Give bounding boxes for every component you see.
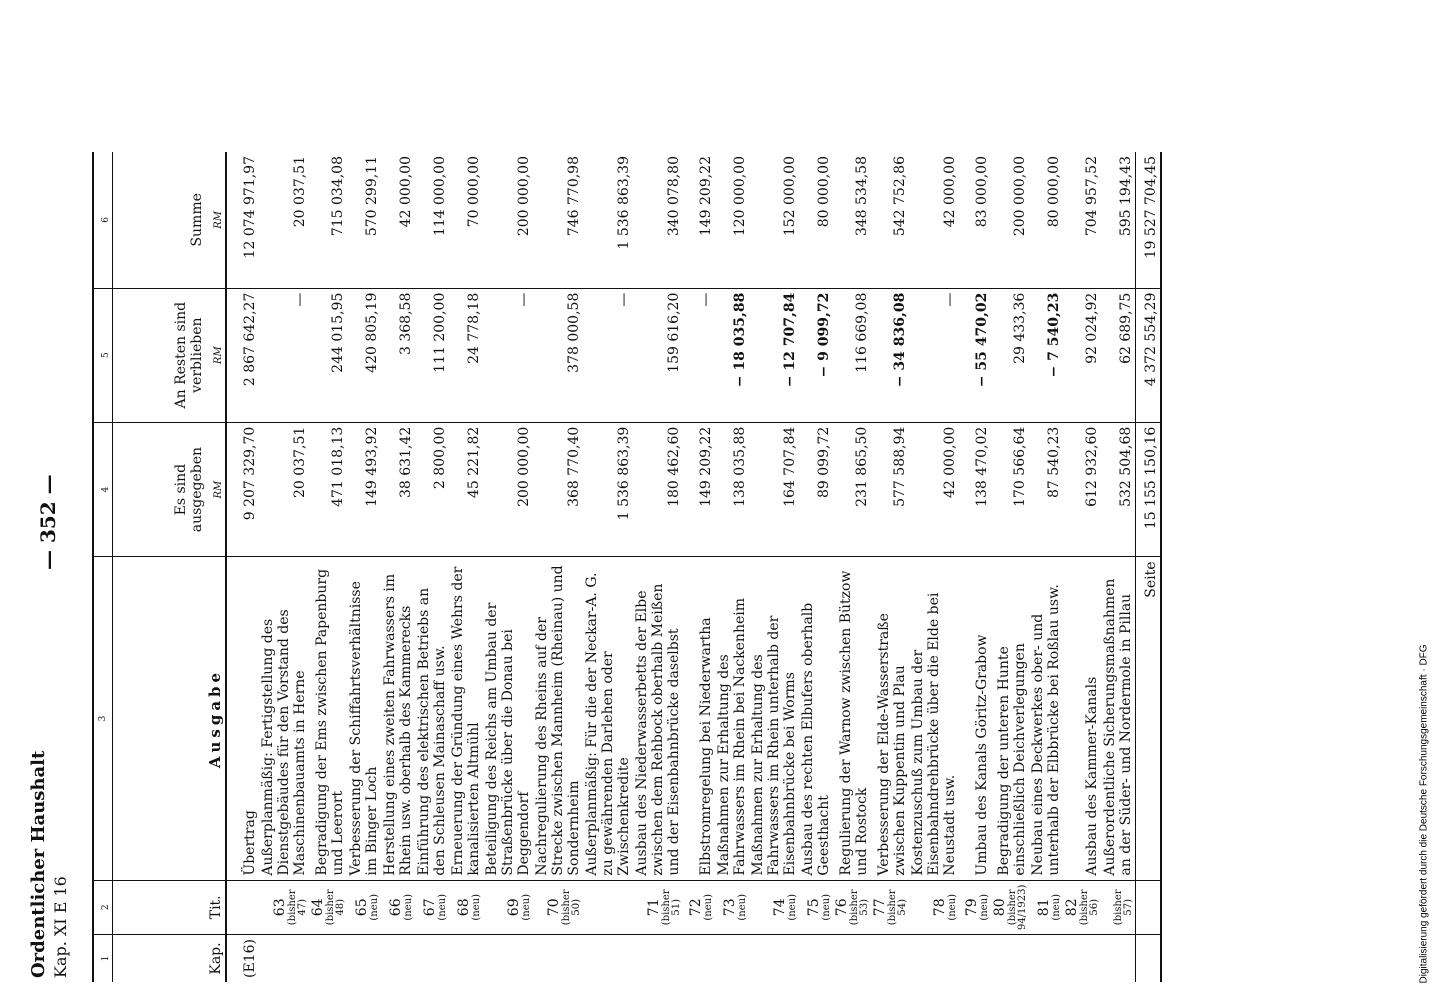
row-tit — [909, 880, 959, 934]
row-rest: − 18 035,88 — [715, 288, 749, 422]
row-spent: 532 504,68 — [1101, 422, 1136, 557]
row-spent: 38 631,42 — [381, 422, 415, 557]
total-rest: 4 372 554,29 — [1136, 288, 1162, 422]
row-spent: 471 018,13 — [309, 422, 347, 557]
row-tit-note: (bisher 48) — [325, 889, 346, 926]
col-number: 3 — [93, 557, 113, 880]
row-kap — [1029, 935, 1063, 982]
row-rest: − 55 470,02 — [959, 288, 991, 422]
col-header-sum — [113, 152, 227, 288]
table-row — [415, 152, 449, 982]
row-kap — [415, 935, 449, 982]
row-tit — [309, 880, 347, 934]
table-row — [1029, 152, 1063, 982]
row-spent: 149 493,92 — [347, 422, 381, 557]
col-number: 2 — [93, 880, 113, 934]
table-row — [583, 152, 633, 982]
header-chapter: Kap. XI E 16 — [51, 876, 70, 978]
table-row — [749, 152, 799, 982]
row-kap — [583, 935, 633, 982]
row-tit-number: 81 — [1036, 898, 1052, 917]
row-tit — [259, 880, 309, 934]
table-row — [799, 152, 833, 982]
row-spent: 89 099,72 — [799, 422, 833, 557]
total-sum: 19 527 704,45 — [1136, 152, 1162, 288]
col-header-ausgabe — [113, 557, 227, 880]
row-rest: — — [583, 288, 633, 422]
col-number: 4 — [93, 422, 113, 557]
row-spent: 368 770,40 — [533, 422, 583, 557]
table-body — [226, 152, 1136, 982]
table-row — [226, 152, 259, 982]
row-sum: 340 078,80 — [633, 152, 683, 288]
row-spent: 42 000,00 — [909, 422, 959, 557]
row-tit-number: 75 — [806, 898, 822, 917]
row-spent: 20 037,51 — [259, 422, 309, 557]
row-spent: 200 000,00 — [483, 422, 533, 557]
row-tit-note: (neu) — [369, 894, 380, 921]
row-sum: 114 000,00 — [415, 152, 449, 288]
row-sum: 1 536 863,39 — [583, 152, 633, 288]
row-tit — [381, 880, 415, 934]
row-tit-note: (neu) — [521, 894, 532, 921]
col-header-sum-label: Summe — [189, 193, 205, 247]
row-tit — [1029, 880, 1063, 934]
dfg-credit-text: Digitalisierung gefördert durch die Deutsche Forschungsgemeinschaft · DFG — [1418, 644, 1430, 984]
row-tit — [833, 880, 871, 934]
row-sum: 42 000,00 — [381, 152, 415, 288]
row-spent: 164 707,84 — [749, 422, 799, 557]
row-tit-number: 80 — [992, 898, 1008, 917]
row-tit-note: (bisher 57) — [1113, 889, 1134, 926]
row-tit-number: 73 — [722, 898, 738, 917]
row-rest: — — [483, 288, 533, 422]
row-spent: 577 588,94 — [871, 422, 909, 557]
row-kap — [959, 935, 991, 982]
col-header-spent — [113, 422, 227, 557]
col-header-tit: Tit. — [113, 880, 227, 934]
row-tit-number: 64 — [310, 898, 326, 917]
row-rest: — — [259, 288, 309, 422]
row-rest: 3 368,58 — [381, 288, 415, 422]
table-row — [1063, 152, 1101, 982]
table-row — [309, 152, 347, 982]
row-tit-note: (neu) — [787, 894, 798, 921]
row-description: Außerplanmäßig: Fertigstellung des Dienstgebäudes für den Vorstand des Maschinenbauamts in Herne — [259, 557, 309, 880]
row-kap — [633, 935, 683, 982]
row-sum: 70 000,00 — [449, 152, 483, 288]
row-sum: 200 000,00 — [483, 152, 533, 288]
table-row — [259, 152, 309, 982]
row-spent: 149 209,22 — [683, 422, 715, 557]
column-header-row — [113, 152, 227, 982]
row-tit-note: (bisher 56) — [1079, 889, 1100, 926]
col-unit: RM — [213, 480, 224, 499]
row-rest: − 34 836,08 — [871, 288, 909, 422]
row-kap — [347, 935, 381, 982]
row-description: Verbesserung der Elde-Wasserstraße zwischen Kuppentin und Plau — [871, 557, 909, 880]
row-spent: 138 035,88 — [715, 422, 749, 557]
col-number: 1 — [93, 935, 113, 982]
row-spent: 231 865,50 — [833, 422, 871, 557]
row-sum: 570 299,11 — [347, 152, 381, 288]
row-rest: 244 015,95 — [309, 288, 347, 422]
row-sum: 80 000,00 — [1029, 152, 1063, 288]
row-tit-number: 78 — [932, 898, 948, 917]
page-header — [28, 751, 70, 978]
row-tit-number: 77 — [872, 898, 888, 917]
row-sum: 348 534,58 — [833, 152, 871, 288]
row-tit-number: 74 — [772, 898, 788, 917]
row-tit — [959, 880, 991, 934]
col-header-spent-label: Es sind ausgegeben — [173, 446, 205, 533]
header-title: Ordentlicher Haushalt — [28, 750, 49, 978]
row-description: Außerplanmäßig: Für die der Neckar-A. G. zu gewährenden Darlehen oder Zwischenkredite — [583, 557, 633, 880]
col-header-rest — [113, 288, 227, 422]
row-description: Herstellung eines zweiten Fahrwassers im Rhein usw. oberhalb des Kammerecks — [381, 557, 415, 880]
table-row — [909, 152, 959, 982]
col-unit: RM — [213, 210, 224, 229]
table-row — [959, 152, 991, 982]
row-description: Kostenzuschuß zum Umbau der Eisenbahndrehbrücke über die Elde bei Neustadt usw. — [909, 557, 959, 880]
row-tit — [1101, 880, 1136, 934]
row-rest: 62 689,75 — [1101, 288, 1136, 422]
row-sum: 120 000,00 — [715, 152, 749, 288]
row-description: Verbesserung der Schiffahrtsverhältnisse im Binger Loch — [347, 557, 381, 880]
row-description: Umbau des Kanals Göritz-Grabow — [959, 557, 991, 880]
row-tit — [683, 880, 715, 934]
row-description: Beteiligung des Reichs am Umbau der Straßenbrücke über die Donau bei Deggendorf — [483, 557, 533, 880]
row-tit-note: (bisher 50) — [561, 889, 582, 926]
row-tit — [449, 880, 483, 934]
row-rest: — — [683, 288, 715, 422]
row-sum: 152 000,00 — [749, 152, 799, 288]
row-tit — [633, 880, 683, 934]
row-kap — [533, 935, 583, 982]
row-kap — [991, 935, 1029, 982]
row-kap — [683, 935, 715, 982]
row-description: Begradigung der Ems zwischen Papenburg und Leerort — [309, 557, 347, 880]
total-spent: 15 155 150,16 — [1136, 422, 1162, 557]
row-tit-number: 71 — [646, 898, 662, 917]
table-row — [449, 152, 483, 982]
dfg-sidebar — [1414, 8, 1428, 988]
table-row — [833, 152, 871, 982]
row-tit — [347, 880, 381, 934]
row-tit-note: (bisher 53) — [849, 889, 870, 926]
row-tit-number: 70 — [546, 898, 562, 917]
row-tit — [991, 880, 1029, 934]
row-rest: 378 000,58 — [533, 288, 583, 422]
row-tit — [226, 880, 259, 934]
row-tit-number: 67 — [422, 898, 438, 917]
row-sum: 20 037,51 — [259, 152, 309, 288]
row-sum: 80 000,00 — [799, 152, 833, 288]
row-spent: 138 470,02 — [959, 422, 991, 557]
page-number: — 352 — — [36, 474, 60, 570]
row-kap — [909, 935, 959, 982]
col-number: 5 — [93, 288, 113, 422]
row-description: Elbstromregelung bei Niederwartha — [683, 557, 715, 880]
row-sum: 704 957,52 — [1063, 152, 1101, 288]
table-row — [683, 152, 715, 982]
row-description: Regulierung der Warnow zwischen Bützow und Rostock — [833, 557, 871, 880]
row-kap — [309, 935, 347, 982]
row-sum: 200 000,00 — [991, 152, 1029, 288]
total-label: Seite — [1136, 557, 1162, 880]
row-kap — [1063, 935, 1101, 982]
row-sum: 595 194,43 — [1101, 152, 1136, 288]
row-tit-note: (bisher 54) — [887, 889, 908, 926]
row-description: Ausbau des rechten Elbufers oberhalb Geesthacht — [799, 557, 833, 880]
row-tit — [1063, 880, 1101, 934]
column-number-row — [93, 152, 113, 982]
row-tit-note: (neu) — [1051, 894, 1062, 921]
row-rest: 29 433,36 — [991, 288, 1029, 422]
row-tit-note: (bisher 51) — [661, 889, 682, 926]
row-sum: 12 074 971,97 — [226, 152, 259, 288]
row-tit-number: 63 — [272, 898, 288, 917]
row-kap — [799, 935, 833, 982]
row-description: Maßnahmen zur Erhaltung des Fahrwassers im Rhein bei Nackenheim — [715, 557, 749, 880]
row-tit — [583, 880, 633, 934]
row-tit-number: 65 — [354, 898, 370, 917]
total-row — [1136, 152, 1162, 982]
row-sum: 149 209,22 — [683, 152, 715, 288]
row-description: Außerordentliche Sicherungsmaßnahmen an der Süder- und Nordermole in Pillau — [1101, 557, 1136, 880]
row-kap — [259, 935, 309, 982]
col-header-kap: Kap. — [113, 935, 227, 982]
col-header-ausgabe-label: Ausgabe — [206, 668, 224, 769]
row-tit — [715, 880, 749, 934]
row-tit-note: (neu) — [821, 894, 832, 921]
row-description: Begradigung der unteren Hunte einschließlich Deichverlegungen — [991, 557, 1029, 880]
row-tit — [533, 880, 583, 934]
row-sum: 715 034,08 — [309, 152, 347, 288]
row-kap — [715, 935, 749, 982]
row-tit-note: (neu) — [471, 894, 482, 921]
table-row — [991, 152, 1029, 982]
row-tit-note: (bisher 47) — [287, 889, 308, 926]
row-kap: (E16) — [242, 939, 258, 978]
row-description: Nachregulierung des Rheins auf der Strecke zwischen Mannheim (Rheinau) und Sondernheim — [533, 557, 583, 880]
row-tit — [415, 880, 449, 934]
row-spent: 2 800,00 — [415, 422, 449, 557]
row-kap — [871, 935, 909, 982]
row-tit-number: 66 — [388, 898, 404, 917]
row-kap — [381, 935, 415, 982]
row-spent: 170 566,64 — [991, 422, 1029, 557]
row-tit-note: (neu) — [437, 894, 448, 921]
row-sum: 746 770,98 — [533, 152, 583, 288]
row-sum: 42 000,00 — [909, 152, 959, 288]
row-description: Ausbau des Kammer-Kanals — [1063, 557, 1101, 880]
row-tit-note: (neu) — [947, 894, 958, 921]
row-tit-number: 69 — [506, 898, 522, 917]
table-row — [633, 152, 683, 982]
row-tit-number: 76 — [834, 898, 850, 917]
row-tit-note: (neu) — [979, 894, 990, 921]
row-description: Ausbau des Niederwasserbetts der Elbe zwischen dem Rehbock oberhalb Meißen und der Eisenbahnbrücke daselbst — [633, 557, 683, 880]
row-tit — [483, 880, 533, 934]
row-tit — [799, 880, 833, 934]
row-description: Einführung des elektrischen Betriebs an den Schleusen Mainaschaff usw. — [415, 557, 449, 880]
row-kap — [833, 935, 871, 982]
row-spent: 45 221,82 — [449, 422, 483, 557]
row-rest: − 12 707,84 — [749, 288, 799, 422]
table-row — [483, 152, 533, 982]
row-rest: 420 805,19 — [347, 288, 381, 422]
row-spent: 612 932,60 — [1063, 422, 1101, 557]
row-rest: 92 024,92 — [1063, 288, 1101, 422]
row-sum: 542 752,86 — [871, 152, 909, 288]
row-spent: 87 540,23 — [1029, 422, 1063, 557]
row-rest: 159 616,20 — [633, 288, 683, 422]
row-sum: 83 000,00 — [959, 152, 991, 288]
table-row — [715, 152, 749, 982]
row-rest: 24 778,18 — [449, 288, 483, 422]
row-tit — [871, 880, 909, 934]
table-row — [381, 152, 415, 982]
row-rest: − 9 099,72 — [799, 288, 833, 422]
row-tit-note: (neu) — [703, 894, 714, 921]
row-tit-note: (bisher 94/1923) — [1007, 884, 1028, 931]
row-rest: 116 669,08 — [833, 288, 871, 422]
table-row — [347, 152, 381, 982]
row-tit-number: 72 — [688, 898, 704, 917]
row-description: Maßnahmen zur Erhaltung des Fahrwassers im Rhein unterhalb der Eisenbahnbrücke bei Worms — [749, 557, 799, 880]
col-unit: RM — [213, 346, 224, 365]
col-number: 6 — [93, 152, 113, 288]
row-description: Neubau eines Deckwerkes ober- und unterhalb der Elbbrücke bei Roßlau usw. — [1029, 557, 1063, 880]
row-kap — [749, 935, 799, 982]
table-row — [1101, 152, 1136, 982]
row-rest: − 7 540,23 — [1029, 288, 1063, 422]
row-kap — [449, 935, 483, 982]
row-kap — [483, 935, 533, 982]
row-tit — [749, 880, 799, 934]
table-row — [871, 152, 909, 982]
row-spent: 9 207 329,70 — [226, 422, 259, 557]
row-spent: 180 462,60 — [633, 422, 683, 557]
row-description: Erneuerung der Gründung eines Wehrs der kanalisierten Altmühl — [449, 557, 483, 880]
row-tit-number: 79 — [964, 898, 980, 917]
row-tit-note: (neu) — [737, 894, 748, 921]
row-kap — [1101, 935, 1136, 982]
row-tit-number: 68 — [456, 898, 472, 917]
row-spent: 1 536 863,39 — [583, 422, 633, 557]
row-rest: — — [909, 288, 959, 422]
row-rest: 111 200,00 — [415, 288, 449, 422]
row-description: Übertrag — [226, 557, 259, 880]
row-tit-note: (neu) — [403, 894, 414, 921]
col-header-rest-label: An Resten sind verblieben — [173, 301, 205, 409]
row-tit-number: 82 — [1064, 898, 1080, 917]
budget-table — [92, 152, 1162, 982]
row-rest: 2 867 642,27 — [226, 288, 259, 422]
table-row — [533, 152, 583, 982]
